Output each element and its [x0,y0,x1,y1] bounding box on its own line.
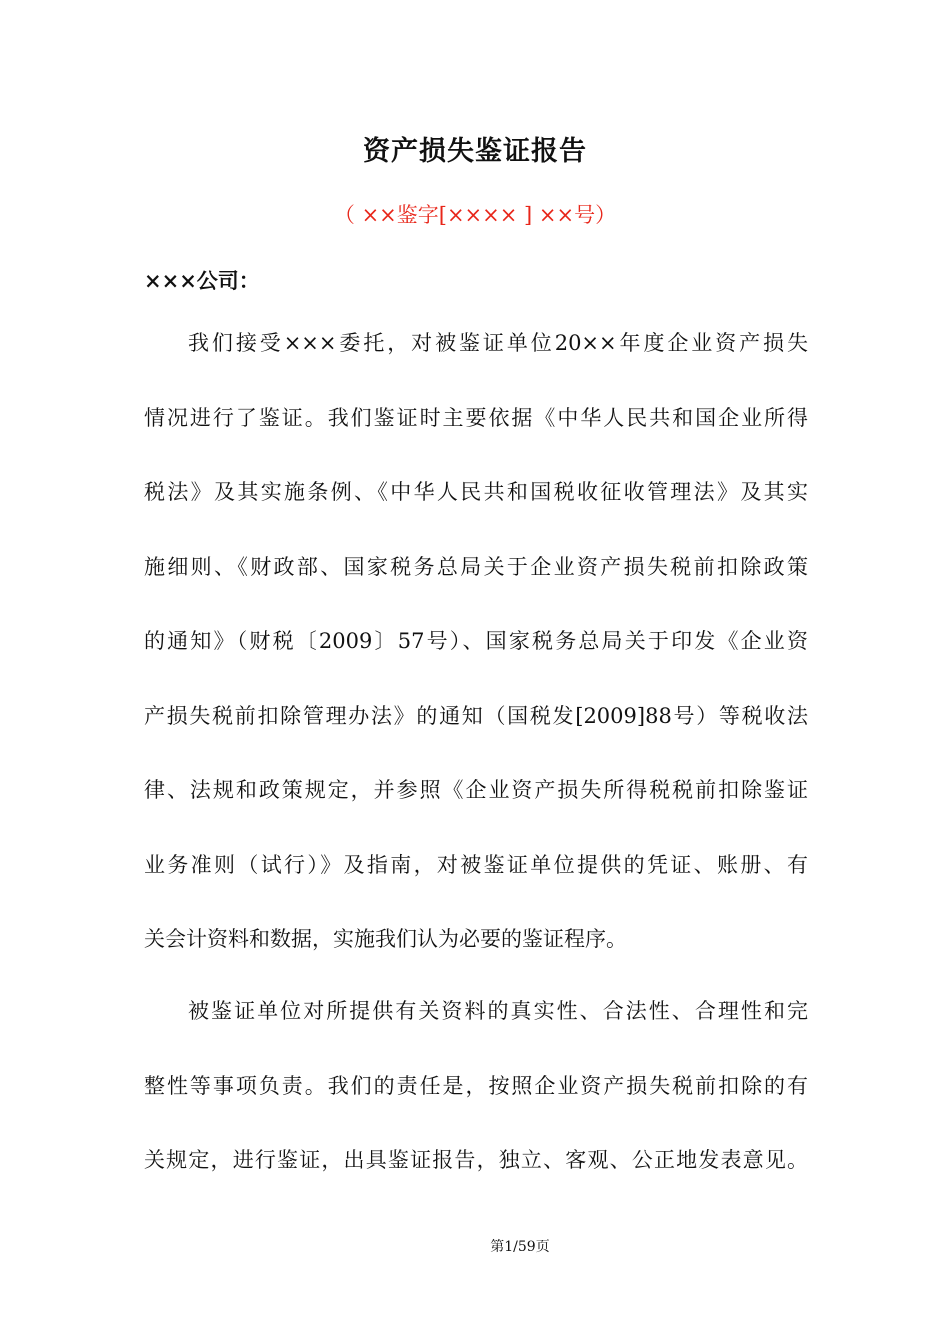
paragraph-line: 的通知》（财税〔2009〕57号）、国家税务总局关于印发《企业资 [144,629,808,653]
paragraph-line: 关会计资料和数据，实施我们认为必要的鉴证程序。 [144,927,627,951]
paragraph-line: 情况进行了鉴证。我们鉴证时主要依据《中华人民共和国企业所得 [144,405,808,430]
paragraph-line: 产损失税前扣除管理办法》的通知（国税发[2009]88号）等税收法 [144,703,808,728]
paragraph-engagement [144,306,808,977]
addressee: ×××公司： [144,268,260,293]
paragraph-line: 税法》及其实施条例、《中华人民共和国税收征收管理法》及其实 [144,480,808,504]
document-number: （ ××鉴字[×××× ] ××号） [333,203,617,227]
paragraph-line: 施细则、《财政部、国家税务总局关于企业资产损失税前扣除政策 [144,554,808,579]
report-title: 资产损失鉴证报告 [363,136,587,167]
paragraph-line: 律、法规和政策规定，并参照《企业资产损失所得税税前扣除鉴证 [144,778,808,802]
paragraph-line: 被鉴证单位对所提供有关资料的真实性、合法性、合理性和完 [188,999,808,1023]
paragraph-line: 整性等事项负责。我们的责任是，按照企业资产损失税前扣除的有 [144,1073,808,1098]
paragraph-responsibility [144,974,808,1198]
paragraph-line: 关规定，进行鉴证，出具鉴证报告，独立、客观、公正地发表意见。 [144,1148,808,1172]
paragraph-line: 我们接受×××委托，对被鉴证单位20××年度企业资产损失 [188,331,808,355]
paragraph-line: 业务准则（试行）》及指南，对被鉴证单位提供的凭证、账册、有 [144,852,808,877]
page-footer: 第1/59页 [490,1239,550,1255]
